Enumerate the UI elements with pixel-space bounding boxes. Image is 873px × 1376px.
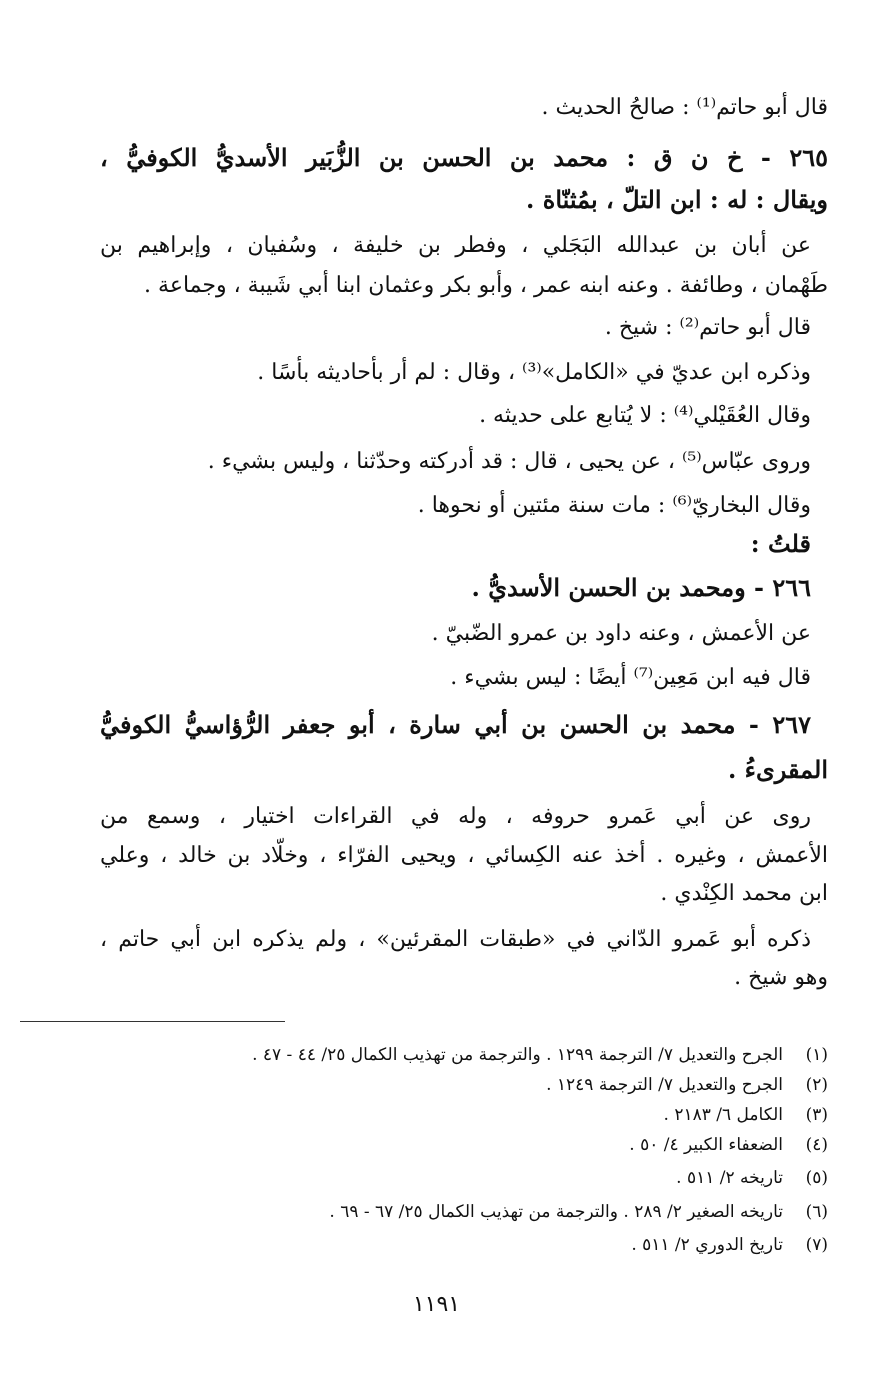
footnote — [100, 1043, 828, 1068]
footnote-number: (٣) — [805, 1105, 828, 1125]
text-line: ابن محمد الكِنْدي . — [660, 881, 828, 906]
footnote-text: الضعفاء الكبير ٤/ ٥٠ . — [629, 1135, 783, 1155]
text-line: طَهْمان ، وطائفة . وعنه ابنه عمر ، وأبو بكر وعثمان ابنا أبي شَيبة ، وجماعة . — [144, 273, 828, 298]
text-line: ذكره أبو عَمرو الدّاني في «طبقات المقرئين» ، ولم يذكره ابن أبي حاتم ، — [100, 927, 811, 952]
text-line: روى عن أبي عَمرو حروفه ، وله في القراءات اختيار ، وسمع من — [100, 804, 811, 829]
footnote-text: تاريخه ٢/ ٥١١ . — [676, 1168, 783, 1188]
text-line: وهو شيخ . — [734, 965, 828, 990]
footnote — [100, 1133, 828, 1158]
footnote — [100, 1200, 828, 1225]
text-line: وروى عبّاس⁽⁵⁾ ، عن يحيى ، قال : قد أدركته وحدّثنا ، وليس بشيء . — [207, 449, 811, 474]
footnote-text: الكامل ٦/ ٢١٨٣ . — [663, 1105, 783, 1125]
text-line: قال فيه ابن مَعِين⁽⁷⁾ أيضًا : ليس بشيء . — [450, 665, 811, 690]
text-line: قال أبو حاتم⁽²⁾ : شيخ . — [604, 315, 811, 340]
section-label: قلتُ : — [750, 529, 811, 558]
footnote-text: الجرح والتعديل ٧/ الترجمة ١٢٩٩ . والترجمة من تهذيب الكمال ٢٥/ ٤٤ - ٤٧ . — [252, 1045, 783, 1065]
footnote-text: الجرح والتعديل ٧/ الترجمة ١٢٤٩ . — [546, 1075, 783, 1095]
footnote-separator — [20, 1021, 285, 1022]
entry-heading-267: ٢٦٧ - محمد بن الحسن بن أبي سارة ، أبو جعفر الرُّؤاسيُّ الكوفيُّ — [100, 710, 811, 739]
text-line: عن الأعمش ، وعنه داود بن عمرو الضّبيّ . — [431, 621, 811, 646]
text-line: الأعمش ، وغيره . أخذ عنه الكِسائي ، ويحيى الفرّاء ، وخلّاد بن خالد ، وعلي — [100, 843, 828, 868]
entry-heading-267-cont: المقرىءُ . — [727, 755, 828, 784]
text-line: وقال العُقَيْلي⁽⁴⁾ : لا يُتابع على حديثه . — [479, 403, 811, 428]
footnote-text: تاريخه الصغير ٢/ ٢٨٩ . والترجمة من تهذيب الكمال ٢٥/ ٦٧ - ٦٩ . — [329, 1202, 783, 1222]
footnote — [100, 1073, 828, 1098]
entry-heading-265: ٢٦٥ - خ ن ق : محمد بن الحسن بن الزُّبَير الأسديُّ الكوفيُّ ، — [100, 143, 828, 172]
footnote — [100, 1103, 828, 1128]
footnote — [100, 1233, 828, 1258]
footnote-number: (٤) — [805, 1135, 828, 1155]
footnote-number: (١) — [805, 1045, 828, 1065]
text-line: عن أبان بن عبدالله البَجَلي ، وفطر بن خليفة ، وسُفيان ، وإبراهيم بن — [100, 233, 811, 258]
footnote-number: (٢) — [805, 1075, 828, 1095]
footnote — [100, 1166, 828, 1191]
footnote-text: تاريخ الدوري ٢/ ٥١١ . — [631, 1235, 783, 1255]
text-line: قال أبو حاتم⁽¹⁾ : صالحُ الحديث . — [541, 95, 828, 120]
entry-heading-266: ٢٦٦ - ومحمد بن الحسن الأسديُّ . — [471, 573, 811, 602]
footnote-number: (٥) — [805, 1168, 828, 1188]
page-number: ١١٩١ — [412, 1292, 461, 1317]
entry-heading-265-cont: ويقال : له : ابن التلّ ، بمُثنّاة . — [526, 185, 828, 214]
text-line: وقال البخاريّ⁽⁶⁾ : مات سنة مئتين أو نحوها . — [417, 493, 811, 518]
text-line: وذكره ابن عديّ في «الكامل»⁽³⁾ ، وقال : لم أر بأحاديثه بأسًا . — [257, 360, 811, 385]
footnote-number: (٧) — [805, 1235, 828, 1255]
footnote-number: (٦) — [805, 1202, 828, 1222]
